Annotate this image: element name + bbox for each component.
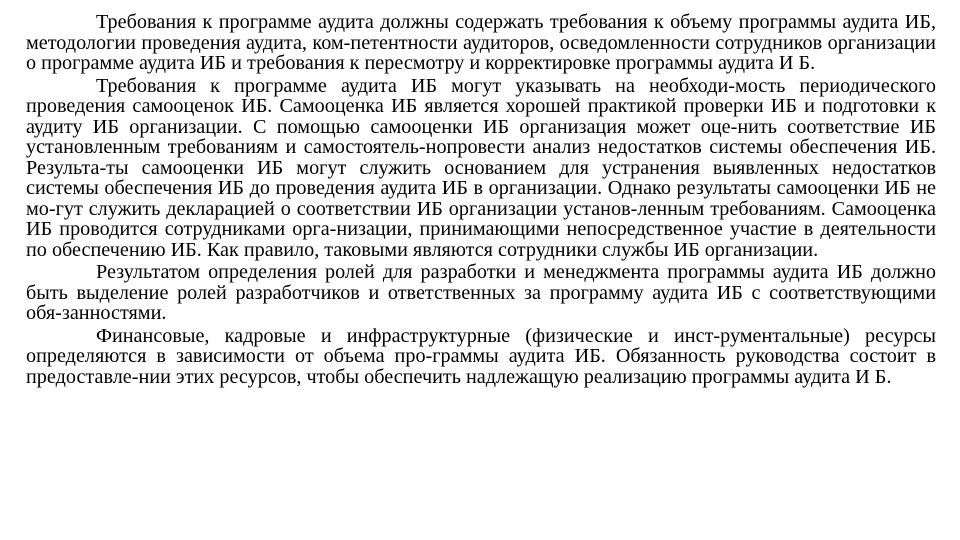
document-body: [26, 12, 936, 389]
paragraph-resources: Финансовые, кадровые и инфраструктурные (физические и инст-рументальные) ресурсы определяются в зависимости от объема про-граммы аудита ИБ. Обязанность руководства состоит в предоставле-нии этих ресурсов, чтобы обеспечить надлежащую реализацию программы аудита И Б.: [26, 324, 936, 388]
paragraph-self-assessment: Требования к программе аудита ИБ могут указывать на необходи-мость периодического проведения самооценок ИБ. Самооценка ИБ является хорошей практикой проверки ИБ и подготовки к аудиту ИБ организации. С помощью самооценки ИБ организация может оце-нить соответствие ИБ установленным требованиям и самостоятель-нопровести анализ недостатков системы обеспечения ИБ. Результа-ты самооценки ИБ могут служить основанием для устранения выявленных недостатков системы обеспечения ИБ до проведения аудита ИБ в организации. Однако результаты самооценки ИБ не мо-гут служить декларацией о соответствии ИБ организации установ-ленным требованиям. Самооценка ИБ проводится сотрудниками орга-низации, принимающими непосредственное участие в деятельности по обеспечению ИБ. Как правило, таковыми являются сотрудники службы ИБ организации.: [26, 74, 936, 261]
paragraph-roles: Результатом определения ролей для разработки и менеджмента программы аудита ИБ должно быть выделение ролей разработчиков и ответственных за программу аудита ИБ с соответствующими обя-занностями.: [26, 261, 936, 324]
paragraph-audit-program-requirements: Требования к программе аудита должны содержать требования к объему программы аудита ИБ, методологии проведения аудита, ком-петентности аудиторов, осведомленности сотрудников организации о программе аудита ИБ и требования к пересмотру и корректировке программы аудита И Б.: [26, 11, 936, 74]
